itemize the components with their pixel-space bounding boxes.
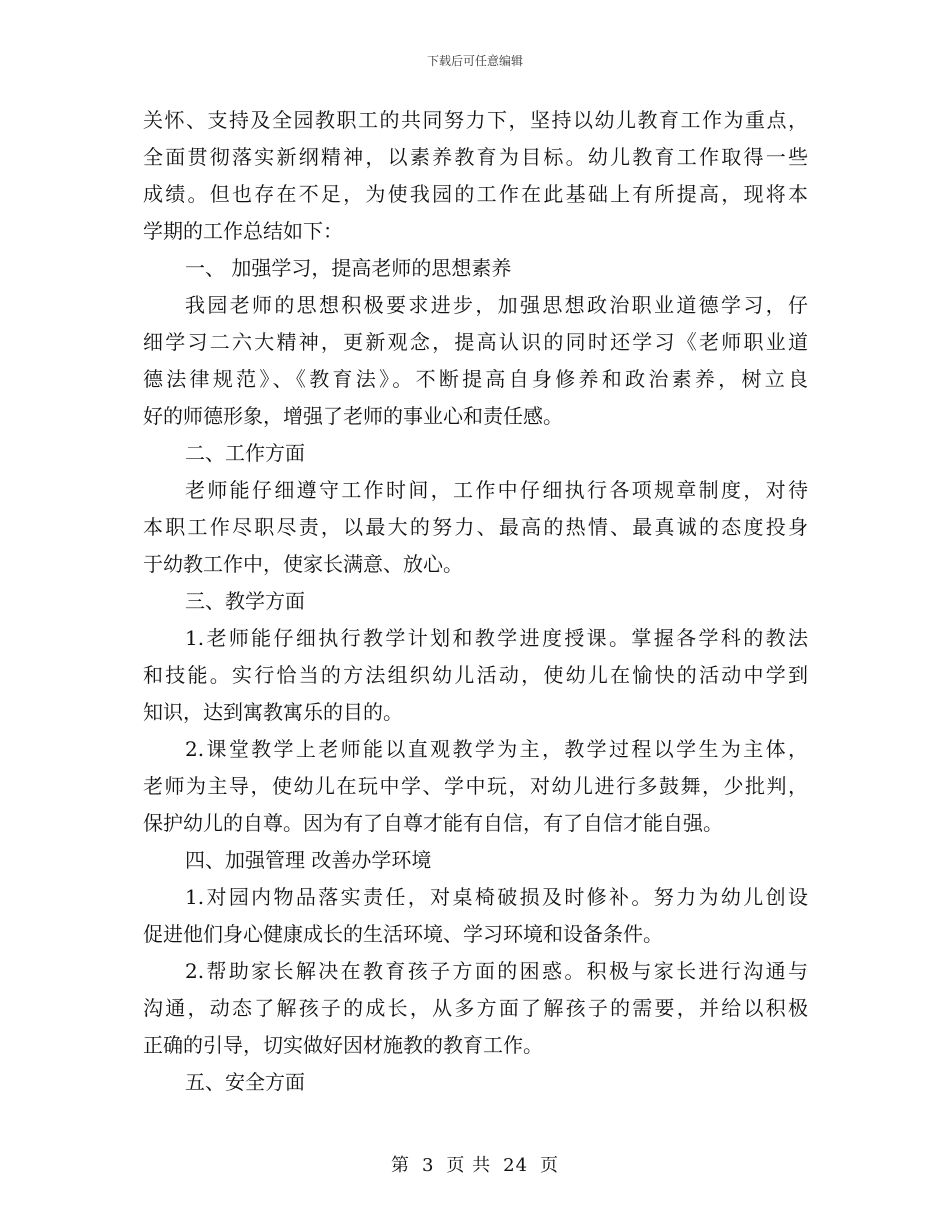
text-line: 2.课堂教学上老师能以直观教学为主，教学过程以学生为主体，	[185, 737, 808, 761]
text-line: 好的师德形象，增强了老师的事业心和责任感。	[143, 404, 563, 428]
footer-suffix: 页	[540, 1155, 560, 1176]
text-line: 成绩。但也存在不足，为使我园的工作在此基础上有所提高，现将本	[143, 182, 808, 206]
text-line: 细学习二六大精神，更新观念，提高认识的同时还学习《老师职业道	[143, 330, 808, 354]
text-line: 关怀、支持及全园教职工的共同努力下，坚持以幼儿教育工作为重点，	[143, 108, 808, 132]
text-line: 1.对园内物品落实责任，对桌椅破损及时修补。努力为幼儿创设	[185, 885, 808, 909]
footer-mid: 页 共	[446, 1155, 492, 1176]
footer-total-pages: 24	[503, 1155, 529, 1176]
text-line: 1.老师能仔细执行教学计划和教学进度授课。掌握各学科的教法	[185, 626, 808, 650]
text-line: 二、工作方面	[185, 441, 305, 465]
text-line: 我园老师的思想积极要求进步，加强思想政治职业道德学习，仔	[185, 293, 808, 317]
text-line: 保护幼儿的自尊。因为有了自尊才能有自信，有了自信才能自强。	[143, 811, 723, 835]
text-line: 和技能。实行恰当的方法组织幼儿活动，使幼儿在愉快的活动中学到	[143, 663, 808, 687]
text-line: 沟通，动态了解孩子的成长，从多方面了解孩子的需要，并给以积极	[143, 996, 808, 1020]
text-line: 2.帮助家长解决在教育孩子方面的困惑。积极与家长进行沟通与	[185, 959, 808, 983]
footer-page-number: 3	[421, 1155, 435, 1176]
text-line: 促进他们身心健康成长的生活环境、学习环境和设备条件。	[143, 922, 663, 946]
document-body	[143, 102, 808, 1101]
text-line: 学期的工作总结如下：	[143, 219, 343, 243]
text-line: 本职工作尽职尽责，以最大的努力、最高的热情、最真诚的态度投身	[143, 515, 808, 539]
text-line: 于幼教工作中，使家长满意、放心。	[143, 552, 463, 576]
page-footer	[0, 1154, 950, 1178]
text-line: 三、教学方面	[185, 589, 305, 613]
text-line: 一、 加强学习，提高老师的思想素养	[185, 256, 512, 280]
text-line: 知识，达到寓教寓乐的目的。	[143, 700, 403, 724]
text-line: 五、安全方面	[185, 1070, 305, 1094]
text-line: 德法律规范》、《教育法》。不断提高自身修养和政治素养，树立良	[143, 367, 808, 391]
text-line: 全面贯彻落实新纲精神，以素养教育为目标。幼儿教育工作取得一些	[143, 145, 808, 169]
text-line: 老师为主导，使幼儿在玩中学、学中玩，对幼儿进行多鼓舞，少批判，	[143, 774, 808, 798]
page-header: 下载后可任意编辑	[426, 54, 523, 68]
footer-prefix: 第	[390, 1155, 410, 1176]
text-line: 正确的引导，切实做好因材施教的教育工作。	[143, 1033, 543, 1057]
text-line: 老师能仔细遵守工作时间，工作中仔细执行各项规章制度，对待	[185, 478, 808, 502]
text-line: 四、加强管理 改善办学环境	[185, 848, 432, 872]
